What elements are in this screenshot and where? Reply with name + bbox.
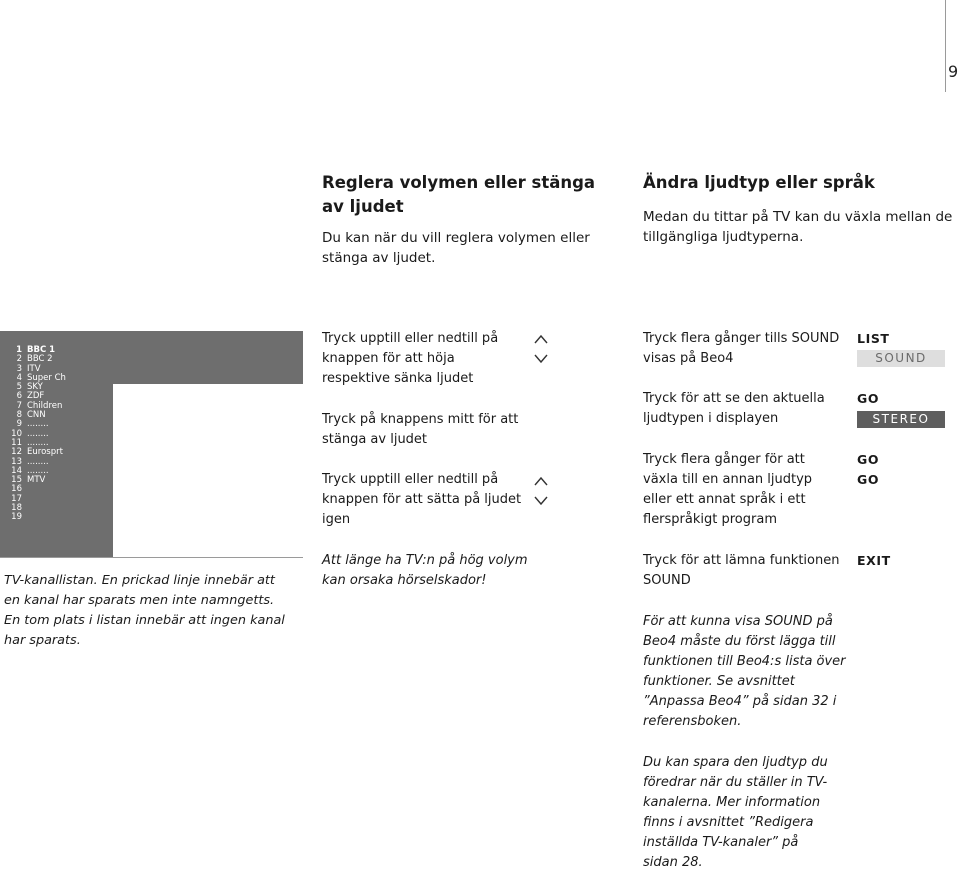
- volume-step-2: Tryck på knappens mitt för att stänga av ljudet: [322, 412, 519, 447]
- channel-name: Eurosprt: [27, 447, 63, 458]
- channel-number: 16: [11, 484, 22, 495]
- channel-number: 7: [16, 400, 22, 411]
- section-title-sound: Ändra ljudtyp eller språk: [643, 173, 875, 192]
- chevron-up-icon: [533, 334, 549, 344]
- channel-number: 6: [16, 391, 22, 402]
- channel-number: 3: [16, 363, 22, 374]
- volume-step-1: Tryck upptill eller nedtill på knappen för att höja respektive sänka ljudet: [322, 331, 499, 386]
- sound-step-4: Tryck för att lämna funktionen SOUND: [643, 553, 840, 588]
- channel-number: 19: [11, 512, 22, 523]
- channel-name: ........: [27, 428, 49, 439]
- channel-number: 2: [16, 354, 22, 365]
- section-intro-sound: Medan du tittar på TV kan du växla mellan de tillgängliga ljudtyperna.: [643, 209, 953, 245]
- section-intro-volume: Du kan när du vill reglera volymen eller stänga av ljudet.: [322, 230, 590, 266]
- chevron-up-icon: [533, 476, 549, 486]
- tv-list-blank-area: [113, 384, 303, 558]
- sound-step-3: Tryck flera gånger för att växla till en annan ljudtyp eller ett annat språk i ett flerspråkigt program: [643, 452, 813, 527]
- channel-number: 18: [11, 503, 22, 514]
- channel-number: 12: [11, 447, 22, 458]
- sound-step-2: Tryck för att se den aktuella ljudtypen i displayen: [643, 391, 825, 426]
- page-number: 9: [948, 62, 959, 81]
- go-key: GO: [857, 472, 880, 487]
- sound-display: SOUND: [857, 350, 945, 367]
- channel-number: 13: [11, 456, 22, 467]
- go-key: GO: [857, 391, 880, 406]
- channel-number: 9: [16, 419, 22, 430]
- channel-name: BBC 1: [27, 345, 56, 355]
- channel-name: Children: [27, 400, 63, 411]
- stereo-display: STEREO: [857, 411, 945, 428]
- channel-name: ITV: [27, 363, 41, 374]
- channel-number: 8: [16, 410, 22, 421]
- channel-name: ........: [27, 456, 49, 467]
- channel-name: BBC 2: [27, 354, 53, 365]
- channel-number: 10: [11, 428, 22, 439]
- page-divider-line: [945, 0, 946, 92]
- channel-name: Super Ch: [27, 372, 66, 383]
- channel-name: ........: [27, 465, 49, 476]
- channel-number: 5: [16, 382, 22, 393]
- channel-name: CNN: [27, 410, 46, 421]
- channel-number: 1: [16, 345, 22, 355]
- channel-name: ZDF: [27, 391, 45, 402]
- tv-list-bottom-line: [0, 557, 303, 558]
- volume-step-3: Tryck upptill eller nedtill på knappen för att sätta på ljudet igen: [322, 472, 522, 527]
- tv-list-caption: TV-kanallistan. En prickad linje innebär att en kanal har sparats men inte namngetts. En tom plats i listan innebär att ingen kanal har sparats.: [4, 573, 285, 648]
- chevron-down-icon: [533, 496, 549, 506]
- exit-key: EXIT: [857, 553, 891, 568]
- sound-step-1: Tryck flera gånger tills SOUND visas på Beo4: [643, 331, 840, 366]
- chevron-down-icon: [533, 354, 549, 364]
- channel-number: 4: [16, 372, 22, 383]
- section-title-volume: Reglera volymen eller stänga av ljudet: [322, 173, 596, 216]
- channel-number: 11: [11, 437, 22, 448]
- volume-warning: Att länge ha TV:n på hög volym kan orsaka hörselskador!: [322, 553, 528, 588]
- channel-number: 17: [11, 493, 22, 504]
- channel-name: ........: [27, 437, 49, 448]
- channel-number: 15: [11, 475, 22, 486]
- note-sound-on-beo4: För att kunna visa SOUND på Beo4 måste du först lägga till funktionen till Beo4:s lista över funktioner. Se avsnittet ”Anpassa Beo4” på sidan 32 i referensboken.: [643, 614, 846, 729]
- channel-name: SKY: [27, 382, 43, 393]
- channel-name: MTV: [27, 475, 46, 486]
- go-key: GO: [857, 452, 880, 467]
- list-key: LIST: [857, 331, 890, 346]
- channel-number: 14: [11, 465, 22, 476]
- channel-name: ........: [27, 419, 49, 430]
- tv-channel-list-illustration: [0, 331, 303, 558]
- note-save-sound-type: Du kan spara den ljudtyp du föredrar när du ställer in TV-kanalerna. Mer information finns i avsnittet ”Redigera inställda TV-kanaler” på sidan 28.: [643, 755, 828, 870]
